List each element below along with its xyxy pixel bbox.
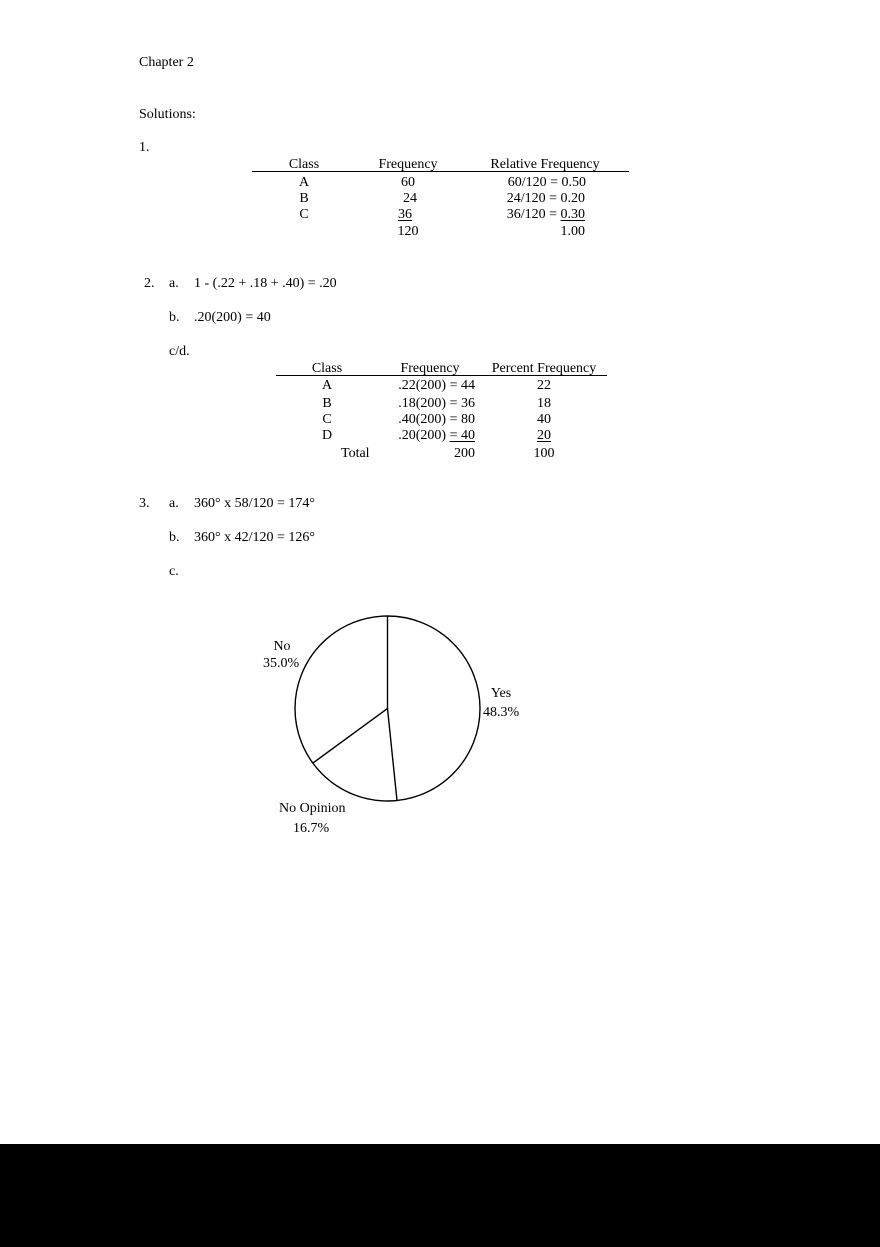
table1-row-a-class: A [298,175,310,190]
pie-label-yes-name: Yes [490,686,512,701]
problem-3a-label: a. [169,496,179,511]
problem-2a-text: 1 - (.22 + .18 + .40) = .20 [194,276,337,291]
pie-label-no-percent: 35.0% [263,656,300,671]
table2-row-d-percent-value: 20 [537,428,551,443]
table1-row-b-frequency: 24 [403,191,417,206]
table1-row-c-relative-expr: 36/120 = [506,207,561,222]
problem-3a-text: 360° x 58/120 = 174° [194,496,315,511]
table2-row-c-percent: 40 [537,412,551,427]
chapter-title: Chapter 2 [139,55,194,70]
table1-row-b-relative-expr: 24/120 = [506,191,561,206]
problem-3-number: 3. [139,496,150,511]
table2-row-d-frequency-value: = 40 [449,428,475,443]
problem-3b-text: 360° x 42/120 = 126° [194,530,315,545]
table2-row-d-class: D [321,428,333,443]
table2-row-b-percent: 18 [537,396,551,411]
page-bottom-blank-area [0,1144,880,1247]
table2-row-a-percent: 22 [537,378,551,393]
table2-total-label: Total [341,446,370,461]
table2-header-frequency: Frequency [400,361,460,376]
table1-row-a-relative-expr: 60/120 = [507,175,562,190]
table2-row-a-frequency-value: 44 [461,378,475,393]
table2-total-frequency: 200 [454,446,475,461]
table2-row-c-frequency-expr: .40(200) = [398,412,461,427]
table2-row-c-class: C [322,412,332,427]
table1-header-frequency: Frequency [378,157,438,172]
table1-total-relative: 1.00 [560,224,585,239]
table2-row-a-class: A [321,378,333,393]
table2-header-class: Class [311,361,343,376]
table1-total-frequency: 120 [397,224,419,239]
table1-header-class: Class [288,157,320,172]
table2-total-percent: 100 [533,446,555,461]
problem-2a-label: a. [169,276,179,291]
problem-2b-text: .20(200) = 40 [194,310,271,325]
section-title: Solutions: [139,107,196,122]
problem-1-number: 1. [139,140,150,155]
table2-row-b-class: B [322,396,332,411]
problem-2-number: 2. [144,276,155,291]
table1-row-c-class: C [299,207,309,222]
table1-row-a-frequency: 60 [401,175,415,190]
problem-2cd-label: c/d. [169,344,190,359]
table1-row-b-relative-value: 0.20 [560,191,585,206]
table1-row-b-class: B [299,191,309,206]
table2-header-percent-frequency: Percent Frequency [491,361,597,376]
table2-row-d-frequency-expr: .20(200) [398,428,450,443]
table1-row-a-relative-value: 0.50 [561,175,586,190]
table1-row-c-relative-value: 0.30 [560,207,585,222]
table2-row-b-frequency-value: 36 [461,396,475,411]
problem-3b-label: b. [169,530,180,545]
problem-3c-label: c. [169,564,179,579]
pie-label-yes-percent: 48.3% [483,705,520,720]
table1-header-relative-frequency: Relative Frequency [490,157,600,172]
table2-row-b-frequency-expr: .18(200) = [398,396,461,411]
problem-2b-label: b. [169,310,180,325]
pie-label-noopinion-percent: 16.7% [293,821,330,836]
table1-row-c-frequency-value: 36 [398,207,412,222]
table2-row-c-frequency-value: 80 [461,412,475,427]
table2-row-a-frequency-expr: .22(200) = [398,378,461,393]
pie-label-noopinion-name: No Opinion [279,801,346,816]
pie-label-no-name: No [273,639,291,654]
